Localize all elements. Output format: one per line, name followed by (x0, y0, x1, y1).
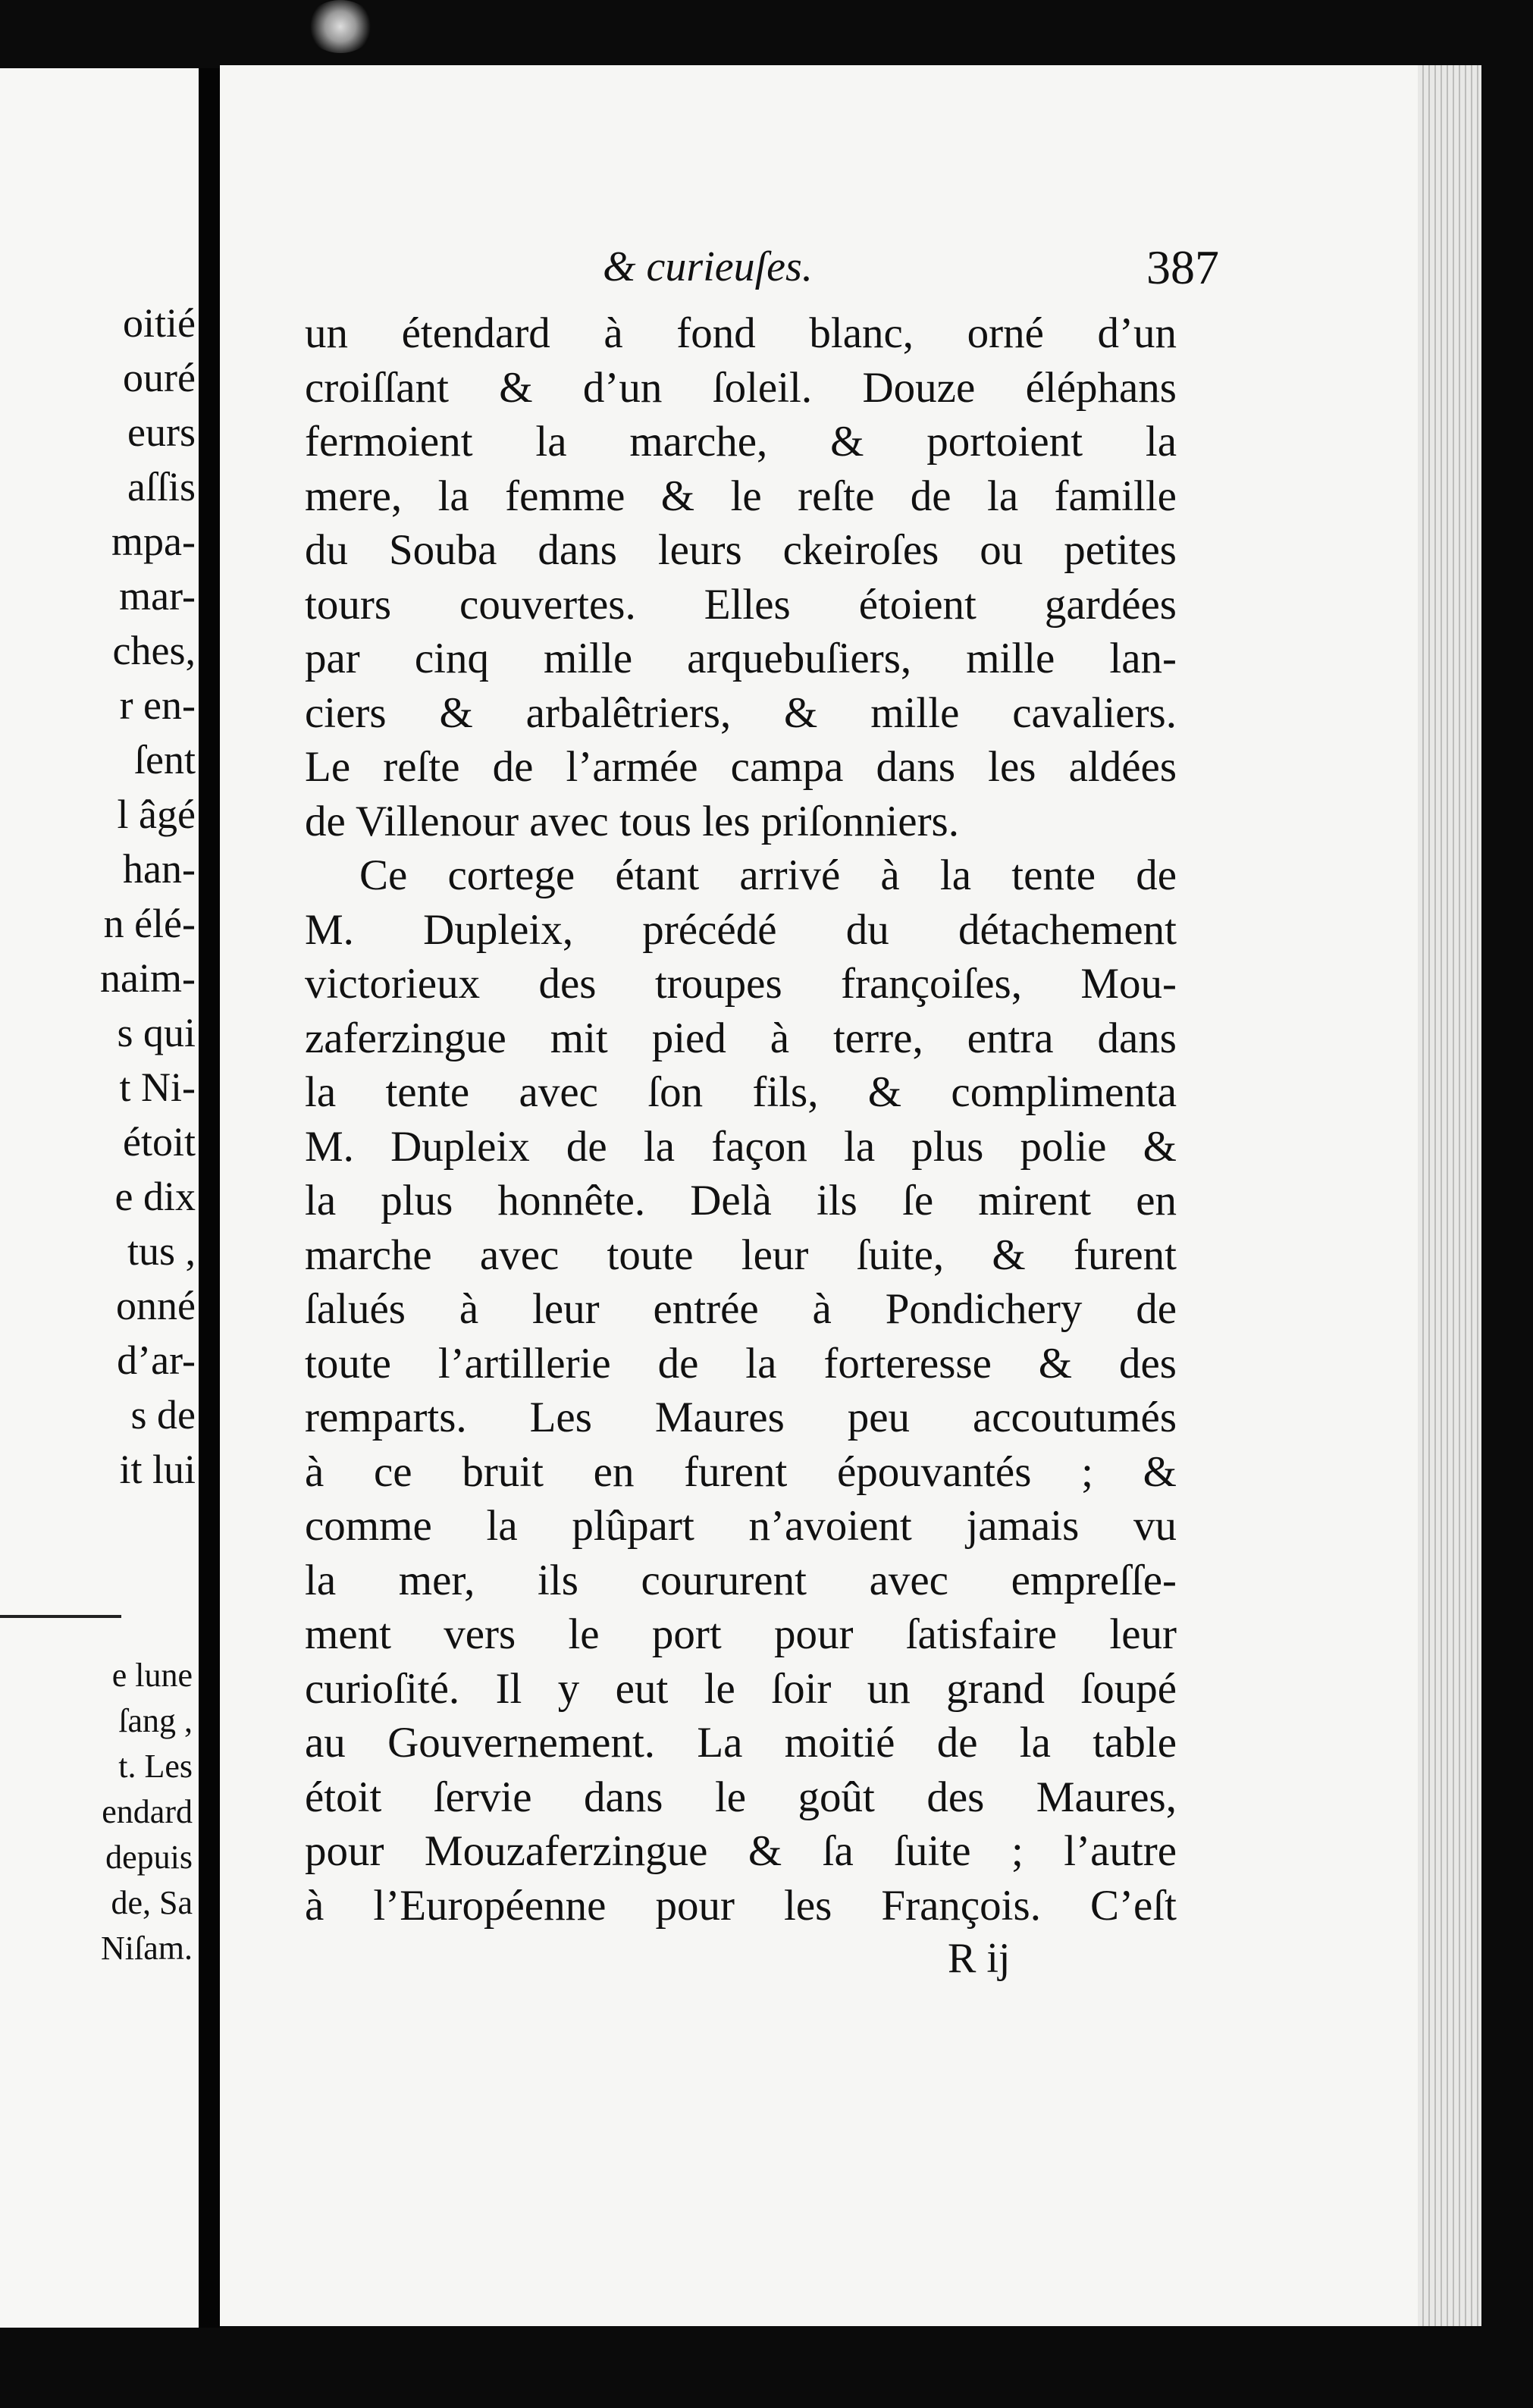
previous-page-line: ſent (134, 737, 196, 782)
previous-page-line: eurs (127, 409, 196, 455)
text-line: la mer, ils coururent avec empreſſe- (305, 1556, 1177, 1604)
footnote-line: depuis (105, 1839, 193, 1876)
text-line: tours couvertes. Elles étoient gardées (305, 580, 1177, 629)
text-line: pour Mouzaferzingue & ſa ſuite ; l’autre (305, 1827, 1177, 1875)
signature-mark: R ij (948, 1935, 1011, 1982)
previous-page-line: ches, (112, 628, 196, 673)
previous-page-fragment (0, 68, 199, 2328)
text-line: fermoient la marche, & portoient la (305, 418, 1177, 466)
running-head (220, 240, 1418, 303)
text-line: la tente avec ſon fils, & complimenta (305, 1068, 1177, 1116)
previous-page-line: s qui (117, 1010, 196, 1055)
text-line: ſalués à leur entrée à Pondichery de (305, 1285, 1177, 1333)
text-line: étoit ſervie dans le goût des Maures, (305, 1773, 1177, 1821)
footnote-line: endard (102, 1793, 193, 1830)
previous-page-line: r en- (119, 682, 196, 728)
text-line: au Gouvernement. La moitié de la table (305, 1719, 1177, 1767)
text-line: du Souba dans leurs ckeiroſes ou petites (305, 526, 1177, 574)
footnote-line: e lune (111, 1657, 193, 1694)
scan-speck (306, 0, 375, 53)
text-line: comme la plûpart n’avoient jamais vu (305, 1502, 1177, 1550)
binding-gutter (199, 68, 220, 2328)
paragraph-first-line: Ce cortege étant arrivé à la tente de (359, 851, 1177, 899)
footnote-line: ſang , (118, 1702, 193, 1739)
previous-page-line: étoit (123, 1119, 196, 1165)
previous-page-line: onné (116, 1283, 196, 1328)
previous-page-footnotes (0, 1653, 193, 1971)
text-line: par cinq mille arquebuſiers, mille lan- (305, 635, 1177, 682)
previous-page-line: s de (130, 1392, 196, 1438)
text-line: M. Dupleix de la façon la plus polie & (305, 1122, 1177, 1171)
text-line: ciers & arbalêtriers, & mille cavaliers. (305, 688, 1177, 737)
previous-page-line: aſſis (127, 464, 196, 510)
text-line: un étendard à fond blanc, orné d’un (305, 309, 1177, 357)
text-line: Le reſte de l’armée campa dans les aldées (305, 743, 1177, 791)
footnote-line: Niſam. (101, 1930, 193, 1967)
text-line: toute l’artillerie de la forteresse & des (305, 1339, 1177, 1387)
text-line: zaferzingue mit pied à terre, entra dans (305, 1014, 1177, 1062)
previous-page-line: d’ar- (117, 1337, 196, 1383)
previous-page-line: e dix (114, 1174, 196, 1219)
previous-page-line: han- (123, 846, 196, 892)
text-line: à l’Européenne pour les François. C’eſt (305, 1881, 1177, 1930)
text-line: remparts. Les Maures peu accoutumés (305, 1394, 1177, 1441)
previous-page-line: naim- (100, 955, 196, 1001)
previous-page-line: mpa- (111, 519, 196, 564)
text-line: à ce bruit en furent épouvantés ; & (305, 1447, 1177, 1496)
previous-page-line: t Ni- (119, 1064, 196, 1110)
body-text (305, 306, 1177, 1933)
text-line: croiſſant & d’un ſoleil. Douze éléphans (305, 363, 1177, 412)
text-line: de Villenour avec tous les priſonniers. (305, 797, 959, 845)
page-block-edge (1418, 65, 1481, 2326)
page-number: 387 (1146, 240, 1219, 294)
previous-page-line: n élé- (103, 901, 196, 946)
previous-page-line: l âgé (117, 792, 196, 837)
running-title: & curieuſes. (603, 243, 813, 290)
footnote-line: t. Les (118, 1748, 193, 1785)
text-line: la plus honnête. Delà ils ſe mirent en (305, 1177, 1177, 1224)
previous-page-line: mar- (119, 573, 196, 619)
footnote-rule (0, 1615, 121, 1618)
book-page (220, 65, 1418, 2326)
previous-page-line: it lui (119, 1447, 196, 1492)
text-line: victorieux des troupes françoiſes, Mou- (305, 960, 1177, 1008)
text-line: M. Dupleix, précédé du détachement (305, 905, 1177, 954)
footnote-line: de, Sa (111, 1884, 193, 1921)
previous-page-line: oitié (123, 300, 196, 346)
previous-page-text (0, 296, 196, 1497)
text-line: ment vers le port pour ſatisfaire leur (305, 1610, 1177, 1658)
previous-page-line: ouré (123, 355, 196, 400)
text-line: marche avec toute leur ſuite, & furent (305, 1231, 1177, 1279)
text-line: mere, la femme & le reſte de la famille (305, 472, 1177, 520)
text-line: curioſité. Il y eut le ſoir un grand ſoupé (305, 1664, 1177, 1713)
previous-page-line: tus , (127, 1228, 196, 1274)
